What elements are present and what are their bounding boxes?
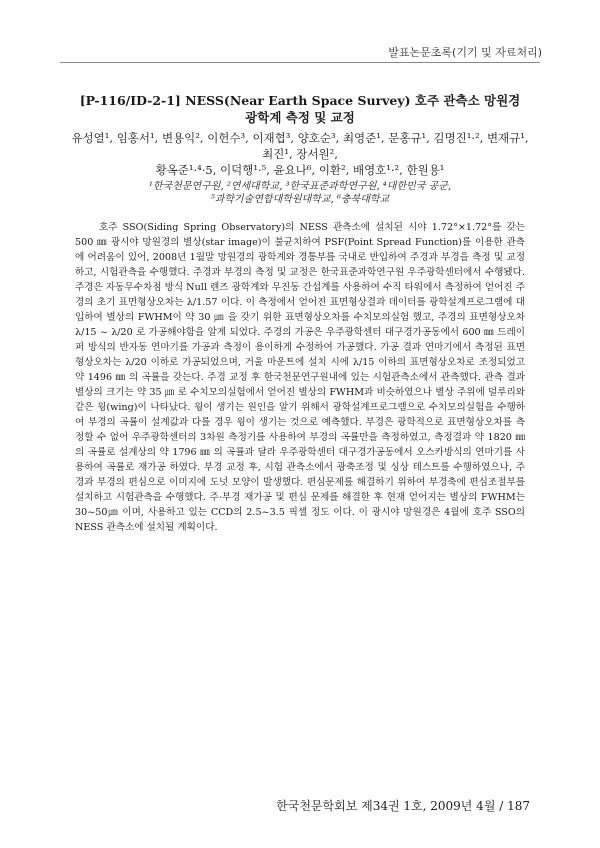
affiliations-line-1: ¹한국천문연구원, ²연세대학교, ³한국표준과학연구원, ⁴대한민국 공군, (148, 181, 452, 192)
header-rule (60, 62, 540, 63)
paper-title (60, 92, 540, 126)
author-list (70, 130, 530, 178)
title-line-1: [P-116/ID-2-1] NESS(Near Earth Space Survey) 호주 관측소 망원경 (79, 93, 521, 108)
affiliations (70, 180, 530, 206)
running-header: 발표논문초록(기기 및 자료처리) (388, 46, 542, 59)
abstract-text: 호주 SSO(Siding Spring Observatory)의 NESS 관측소에 설치된 시야 1.72°×1.72°를 갖는 500 ㎜ 광시야 망원경의 별상(star image)이 불균치하여 PSF(Point Spread Function)를 이용한 관측에 어려움이 있어, 2008년 1월말 망원경의 광학계와 경통부를 국내로 반입하여 주경과 부경을 측정 및 교정하고, 시험관측을 수행했다. 주경과 부경의 측정 및 교정은 한국표준과학연구원 우주광학센터에서 수행됐다. 주경은 자동무수차점 방식 Null 렌즈 광학계와 무진동 간섭계를 사용하여 수직 타워에서 측정하여 얻어진 주경의 초기 표면형상오차는 λ/1.57 이다. 이 측정에서 얻어진 표면형상결과 데이터를 광학설계프로그램에 대입하여 별상의 FWHM이 약 30 ㎛ 을 갖기 위한 표면형상오차를 수치모의실험 했고, 주경의 표면형상오차 λ/15 ~ λ/20 로 가공해야함을 알게 되었다. 주경의 가공은 우주광학센터 대구경가공동에서 600 ㎜ 드레이퍼 방식의 반자동 연마기를 가공과 측정이 용이하게 수정하여 가공했다. 가공 결과 연마기에서 측정된 표면형상오차는 λ/20 이하로 가공되었으며, 거울 마운트에 설치 시에 λ/15 이하의 표면형상오차로 조정되었고 약 1496 ㎜ 의 곡률을 갖는다. 주경 교정 후 한국천문연구원내에 있는 시험관측소에서 관측했다. 관측 결과 별상의 크기는 약 35 ㎛ 로 수치모의실험에서 얻어진 별상의 FWHM과 비슷하였으나 별상 주위에 덜루리와 같은 윙(wing)이 나타났다. 윙이 생기는 원인을 알기 위해서 광학설계프로그램으로 수치모의실험을 수행하여 부경의 곡률이 설계값과 다를 경우 윙이 생기는 것으로 예측했다. 부경은 광학적으로 표면형상오차를 측정할 수 없어 우주광학센터의 3차원 측정기를 사용하여 부경의 곡률만을 측정하였고, 측정결과 약 1820 ㎜의 곡률로 설계상의 약 1796 ㎜ 의 곡률과 달라 우주광학센터 대구경가공동에서 오스카방식의 연마기를 사용하여 곡률로 재가공 하였다. 부경 교정 후, 시험 관측소에서 광축조정 및 싱상 테스트를 수행하였으나, 주경과 부경의 편심으로 이미지에 도넛 모양이 발생했다. 편심문제를 해결하기 위하여 부경축에 편심조절부를 설치하고 시험관측을 수행했다. 주·부경 재가공 및 편심 문제를 해결한 후 현재 얻어지는 별상의 FWHM는 30~50㎛ 이며, 사용하고 있는 CCD의 2.5~3.5 픽셀 정도 이다. 이 광시야 망원경은 4월에 호주 SSO의 NESS 관측소에 설치될 계획이다. (75, 222, 525, 533)
affiliations-line-2: ⁵과학기술연합대학원대학교, ⁶충북대학교 (210, 194, 390, 205)
title-line-2: 광학계 측정 및 교정 (245, 110, 355, 125)
page-footer: 한국천문학회보 제34권 1호, 2009년 4월 / 187 (276, 799, 530, 813)
authors-line-2: 황옥준¹·⁴·5, 이덕행¹·⁵, 윤요나⁶, 이환², 배영호¹·², 한원용¹ (155, 163, 445, 177)
authors-line-1: 유성열¹, 임홍서¹, 변용익², 이헌수³, 이재협³, 양호순³, 최영준¹, 문홍규¹, 김명진¹·², 변재규¹, 최진¹, 장서원², (71, 131, 529, 161)
